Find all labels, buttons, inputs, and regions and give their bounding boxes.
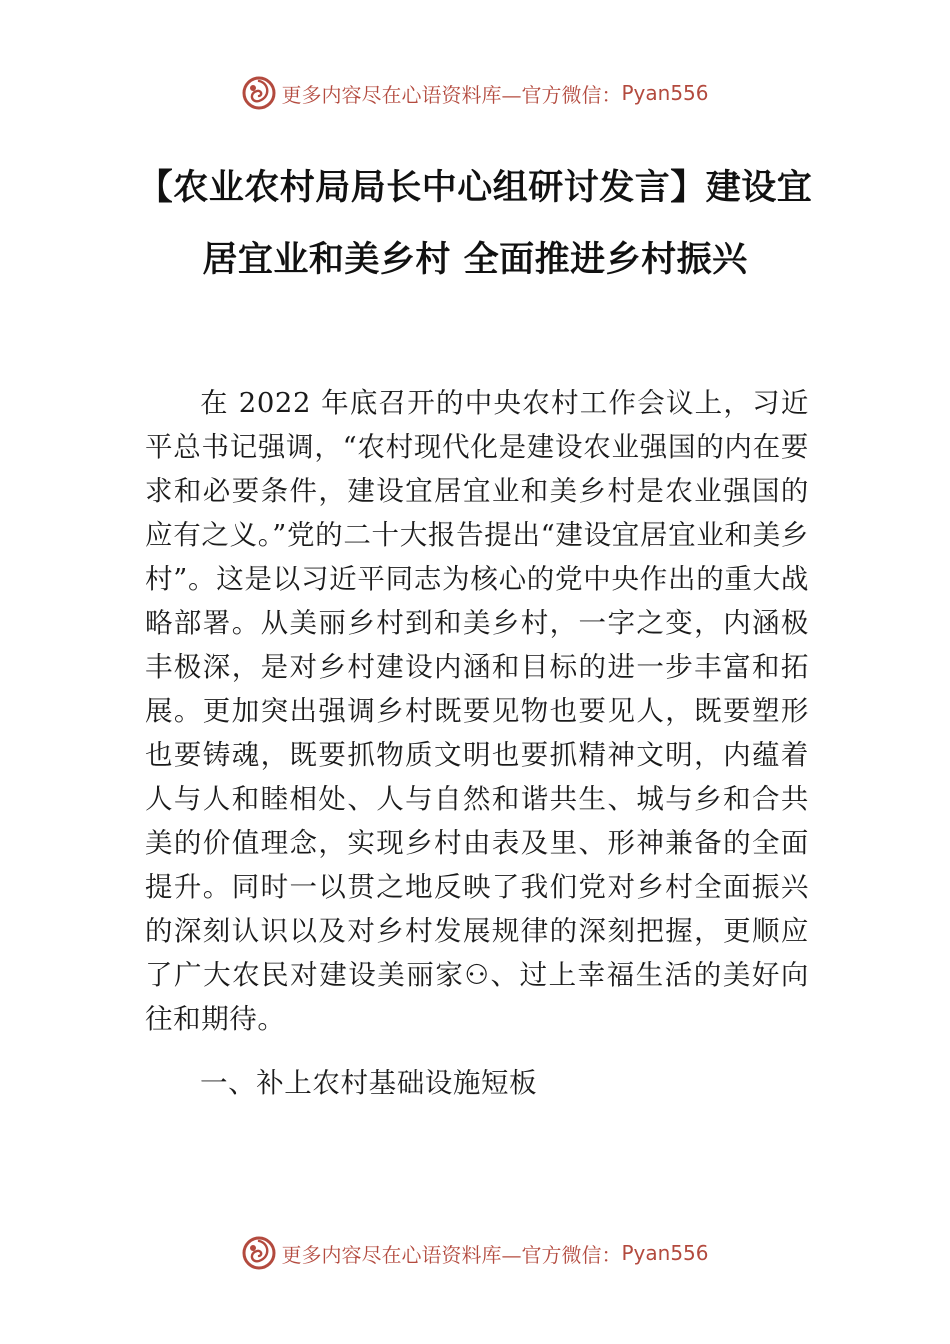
body-paragraph: 在 2022 年底召开的中央农村工作会议上，习近平总书记强调，“农村现代化是建设农业强国的内在要求和必要条件，建设宜居宜业和美乡村是农业强国的应有之义。”党的二十大报告提出“建设宜居宜业和美乡村”。这是以习近平同志为核心的党中央作出的重大战略部署。从美丽乡村到和美乡村，一字之变，内涵极丰极深，是对乡村建设内涵和目标的进一步丰富和拓展。更加突出强调乡村既要见物也要见人，既要塑形也要铸魂，既要抓物质文明也要抓精神文明，内蕴着人与人和睦相处、人与自然和谐共生、城与乡和合共美的价值理念，实现乡村由表及里、形神兼备的全面提升。同时一以贯之地反映了我们党对乡村全面振兴的深刻认识以及对乡村发展规律的深刻把握，更顺应了广大农民对建设美丽家⚇、过上幸福生活的美好向往和期待。 — [145, 387, 809, 1035]
wechat-id: Pyan556 — [621, 81, 709, 105]
spiral-logo-icon — [241, 1235, 277, 1271]
document-title: 【农业农村局局长中心组研讨发言】建设宜居宜业和美乡村 全面推进乡村振兴 — [137, 168, 813, 280]
spiral-logo-icon — [241, 75, 277, 111]
watermark-text: 更多内容尽在心语资料库—官方微信： — [281, 82, 622, 107]
section-heading: 一、补上农村基础设施短板 — [200, 1067, 538, 1099]
footer-watermark — [0, 1233, 950, 1273]
document-body — [145, 381, 809, 1105]
watermark-text: 更多内容尽在心语资料库—官方微信： — [281, 1242, 622, 1267]
header-watermark — [0, 73, 950, 113]
wechat-id: Pyan556 — [621, 1241, 709, 1265]
